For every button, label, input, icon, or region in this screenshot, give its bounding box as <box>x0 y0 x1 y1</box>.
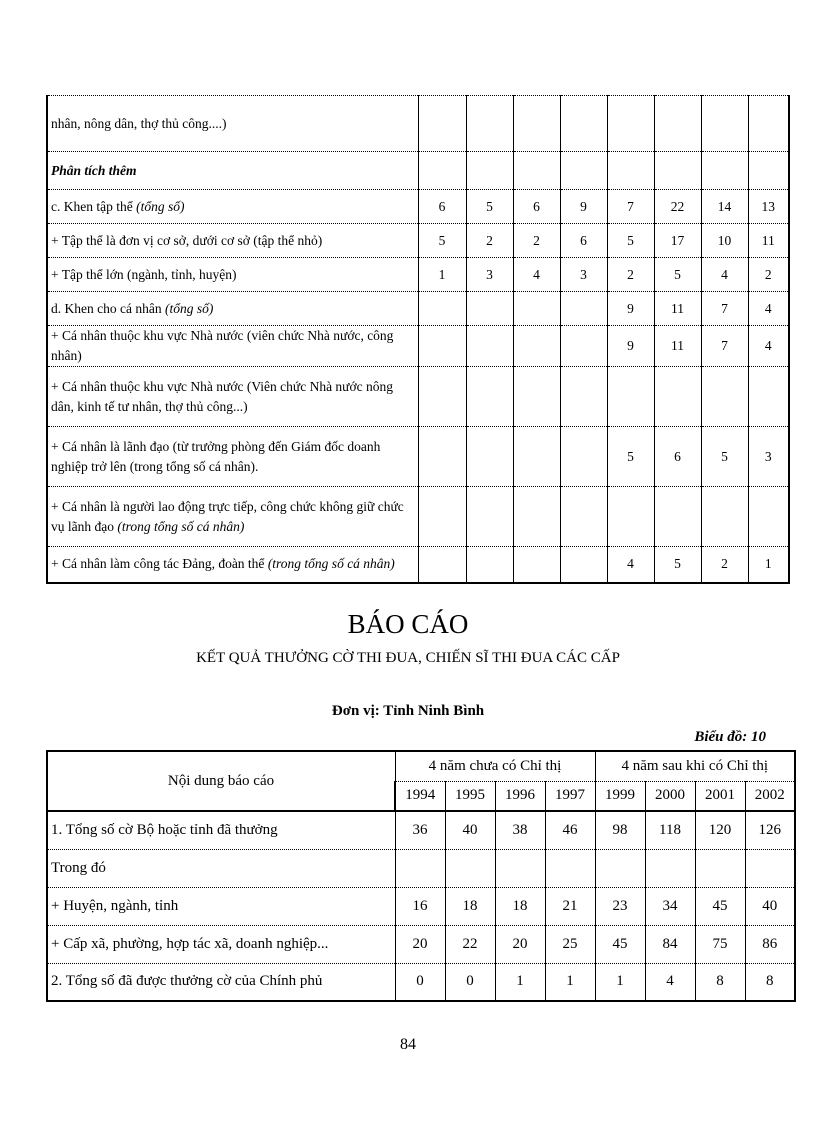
year-header: 1995 <box>445 781 495 811</box>
year-header: 1996 <box>495 781 545 811</box>
cell-value: 40 <box>745 887 795 925</box>
cell-value <box>701 367 748 427</box>
cell-value <box>513 367 560 427</box>
row-label: c. Khen tập thể (tổng số) <box>47 190 418 224</box>
cell-value <box>695 849 745 887</box>
cell-value: 3 <box>748 427 789 487</box>
cell-value <box>595 849 645 887</box>
cell-value <box>466 367 513 427</box>
cell-value <box>560 96 607 152</box>
cell-value: 6 <box>513 190 560 224</box>
cell-value <box>645 849 695 887</box>
row-label: d. Khen cho cá nhân (tổng số) <box>47 292 418 326</box>
cell-value: 0 <box>395 963 445 1001</box>
cell-value <box>748 487 789 547</box>
table-row <box>47 547 789 583</box>
cell-value <box>545 849 595 887</box>
row-label: + Cá nhân là lãnh đạo (từ trưởng phòng đến Giám đốc doanh nghiệp trở lên (trong tổng số cá nhân). <box>47 427 418 487</box>
cell-value: 1 <box>595 963 645 1001</box>
cell-value: 1 <box>495 963 545 1001</box>
cell-value: 25 <box>545 925 595 963</box>
row-label: + Tập thể lớn (ngành, tỉnh, huyện) <box>47 258 418 292</box>
cell-value: 4 <box>607 547 654 583</box>
cell-value <box>395 849 445 887</box>
table-row <box>47 326 789 367</box>
row-label: + Cá nhân là người lao động trực tiếp, công chức không giữ chức vụ lãnh đạo (trong tổng số cá nhân) <box>47 487 418 547</box>
cell-value <box>445 849 495 887</box>
table-row <box>47 487 789 547</box>
table-row <box>47 887 795 925</box>
cell-value <box>560 367 607 427</box>
year-header: 1997 <box>545 781 595 811</box>
continuation-table <box>46 95 790 584</box>
report-table <box>46 750 796 1002</box>
cell-value <box>701 487 748 547</box>
cell-value <box>466 152 513 190</box>
cell-value <box>607 152 654 190</box>
header-group-before: 4 năm chưa có Chỉ thị <box>395 751 595 781</box>
table-row <box>47 224 789 258</box>
header-group-after: 4 năm sau khi có Chỉ thị <box>595 751 795 781</box>
table-row <box>47 367 789 427</box>
year-header: 1999 <box>595 781 645 811</box>
table-row <box>47 849 795 887</box>
year-header: 1994 <box>395 781 445 811</box>
cell-value <box>748 96 789 152</box>
cell-value: 18 <box>445 887 495 925</box>
cell-value: 1 <box>418 258 466 292</box>
cell-value: 9 <box>607 326 654 367</box>
row-label: nhân, nông dân, thợ thủ công....) <box>47 96 418 152</box>
table-row <box>47 963 795 1001</box>
cell-value: 5 <box>466 190 513 224</box>
cell-value: 75 <box>695 925 745 963</box>
cell-value: 126 <box>745 811 795 849</box>
table-row <box>47 258 789 292</box>
year-header: 2000 <box>645 781 695 811</box>
table-row <box>47 152 789 190</box>
cell-value: 10 <box>701 224 748 258</box>
cell-value: 4 <box>748 326 789 367</box>
cell-value: 2 <box>701 547 748 583</box>
cell-value: 84 <box>645 925 695 963</box>
cell-value <box>418 487 466 547</box>
row-label: Phân tích thêm <box>47 152 418 190</box>
cell-value: 8 <box>695 963 745 1001</box>
cell-value: 5 <box>654 258 701 292</box>
cell-value: 86 <box>745 925 795 963</box>
cell-value: 5 <box>701 427 748 487</box>
row-label: Trong đó <box>47 849 395 887</box>
cell-value <box>466 487 513 547</box>
cell-value <box>418 326 466 367</box>
cell-value: 2 <box>748 258 789 292</box>
cell-value: 0 <box>445 963 495 1001</box>
cell-value: 45 <box>695 887 745 925</box>
cell-value: 13 <box>748 190 789 224</box>
cell-value: 22 <box>445 925 495 963</box>
cell-value <box>513 96 560 152</box>
cell-value: 7 <box>607 190 654 224</box>
cell-value: 9 <box>560 190 607 224</box>
cell-value <box>418 96 466 152</box>
cell-value: 2 <box>607 258 654 292</box>
table-row <box>47 292 789 326</box>
cell-value <box>513 427 560 487</box>
cell-value <box>607 487 654 547</box>
cell-value: 4 <box>513 258 560 292</box>
cell-value <box>560 152 607 190</box>
table-row <box>47 96 789 152</box>
report-unit: Đơn vị: Tỉnh Ninh Bình <box>331 703 485 719</box>
cell-value: 4 <box>645 963 695 1001</box>
cell-value <box>654 96 701 152</box>
cell-value: 6 <box>418 190 466 224</box>
cell-value: 45 <box>595 925 645 963</box>
cell-value <box>654 367 701 427</box>
cell-value: 2 <box>466 224 513 258</box>
cell-value <box>466 547 513 583</box>
cell-value: 1 <box>545 963 595 1001</box>
cell-value: 5 <box>654 547 701 583</box>
cell-value: 11 <box>748 224 789 258</box>
cell-value: 5 <box>607 427 654 487</box>
report-subtitle: KẾT QUẢ THƯỞNG CỜ THI ĐUA, CHIẾN SĨ THI ĐUA CÁC CẤP <box>196 650 620 666</box>
cell-value <box>560 487 607 547</box>
cell-value: 5 <box>418 224 466 258</box>
cell-value: 34 <box>645 887 695 925</box>
cell-value: 21 <box>545 887 595 925</box>
cell-value <box>654 487 701 547</box>
table-row <box>47 190 789 224</box>
table-row <box>47 427 789 487</box>
cell-value <box>560 547 607 583</box>
cell-value: 3 <box>466 258 513 292</box>
table-row <box>47 811 795 849</box>
table-row <box>47 925 795 963</box>
cell-value <box>466 292 513 326</box>
cell-value: 11 <box>654 326 701 367</box>
cell-value: 4 <box>748 292 789 326</box>
row-label: + Cá nhân thuộc khu vực Nhà nước (Viên chức Nhà nước nông dân, kinh tế tư nhân, thợ thủ công...) <box>47 367 418 427</box>
cell-value: 98 <box>595 811 645 849</box>
cell-value <box>607 96 654 152</box>
cell-value <box>418 152 466 190</box>
row-label: + Tập thể là đơn vị cơ sở, dưới cơ sở (tập thể nhỏ) <box>47 224 418 258</box>
year-header: 2001 <box>695 781 745 811</box>
cell-value <box>513 326 560 367</box>
cell-value <box>701 152 748 190</box>
cell-value: 1 <box>748 547 789 583</box>
cell-value <box>466 427 513 487</box>
cell-value: 6 <box>560 224 607 258</box>
cell-value: 2 <box>513 224 560 258</box>
cell-value: 16 <box>395 887 445 925</box>
cell-value: 14 <box>701 190 748 224</box>
cell-value: 20 <box>495 925 545 963</box>
cell-value: 6 <box>654 427 701 487</box>
cell-value: 4 <box>701 258 748 292</box>
row-label: + Cá nhân làm công tác Đảng, đoàn thể (trong tổng số cá nhân) <box>47 547 418 583</box>
cell-value <box>513 547 560 583</box>
cell-value <box>560 292 607 326</box>
year-header: 2002 <box>745 781 795 811</box>
cell-value: 20 <box>395 925 445 963</box>
header-content: Nội dung báo cáo <box>47 751 395 811</box>
cell-value: 120 <box>695 811 745 849</box>
row-label: 2. Tổng số đã được thưởng cờ của Chính phủ <box>47 963 395 1001</box>
row-label: + Huyện, ngành, tỉnh <box>47 887 395 925</box>
cell-value: 22 <box>654 190 701 224</box>
cell-value <box>748 152 789 190</box>
cell-value: 36 <box>395 811 445 849</box>
chart-reference: Biểu đồ: 10 <box>694 729 766 745</box>
cell-value: 40 <box>445 811 495 849</box>
cell-value <box>745 849 795 887</box>
row-label: + Cấp xã, phường, hợp tác xã, doanh nghiệp... <box>47 925 395 963</box>
cell-value: 17 <box>654 224 701 258</box>
cell-value <box>513 152 560 190</box>
cell-value <box>560 326 607 367</box>
cell-value: 7 <box>701 326 748 367</box>
cell-value <box>701 96 748 152</box>
cell-value: 23 <box>595 887 645 925</box>
cell-value <box>513 292 560 326</box>
row-label: + Cá nhân thuộc khu vực Nhà nước (viên chức Nhà nước, công nhân) <box>47 326 418 367</box>
cell-value: 18 <box>495 887 545 925</box>
cell-value: 11 <box>654 292 701 326</box>
cell-value: 118 <box>645 811 695 849</box>
cell-value: 7 <box>701 292 748 326</box>
cell-value <box>560 427 607 487</box>
page-number: 84 <box>400 1036 416 1053</box>
cell-value <box>466 96 513 152</box>
cell-value <box>607 367 654 427</box>
cell-value <box>418 367 466 427</box>
cell-value: 9 <box>607 292 654 326</box>
row-label: 1. Tổng số cờ Bộ hoặc tỉnh đã thưởng <box>47 811 395 849</box>
cell-value <box>418 427 466 487</box>
cell-value <box>495 849 545 887</box>
cell-value: 46 <box>545 811 595 849</box>
cell-value <box>418 547 466 583</box>
report-title: BÁO CÁO <box>347 609 469 639</box>
cell-value: 5 <box>607 224 654 258</box>
cell-value <box>418 292 466 326</box>
cell-value: 3 <box>560 258 607 292</box>
cell-value <box>513 487 560 547</box>
cell-value: 38 <box>495 811 545 849</box>
cell-value <box>748 367 789 427</box>
cell-value <box>654 152 701 190</box>
cell-value <box>466 326 513 367</box>
cell-value: 8 <box>745 963 795 1001</box>
